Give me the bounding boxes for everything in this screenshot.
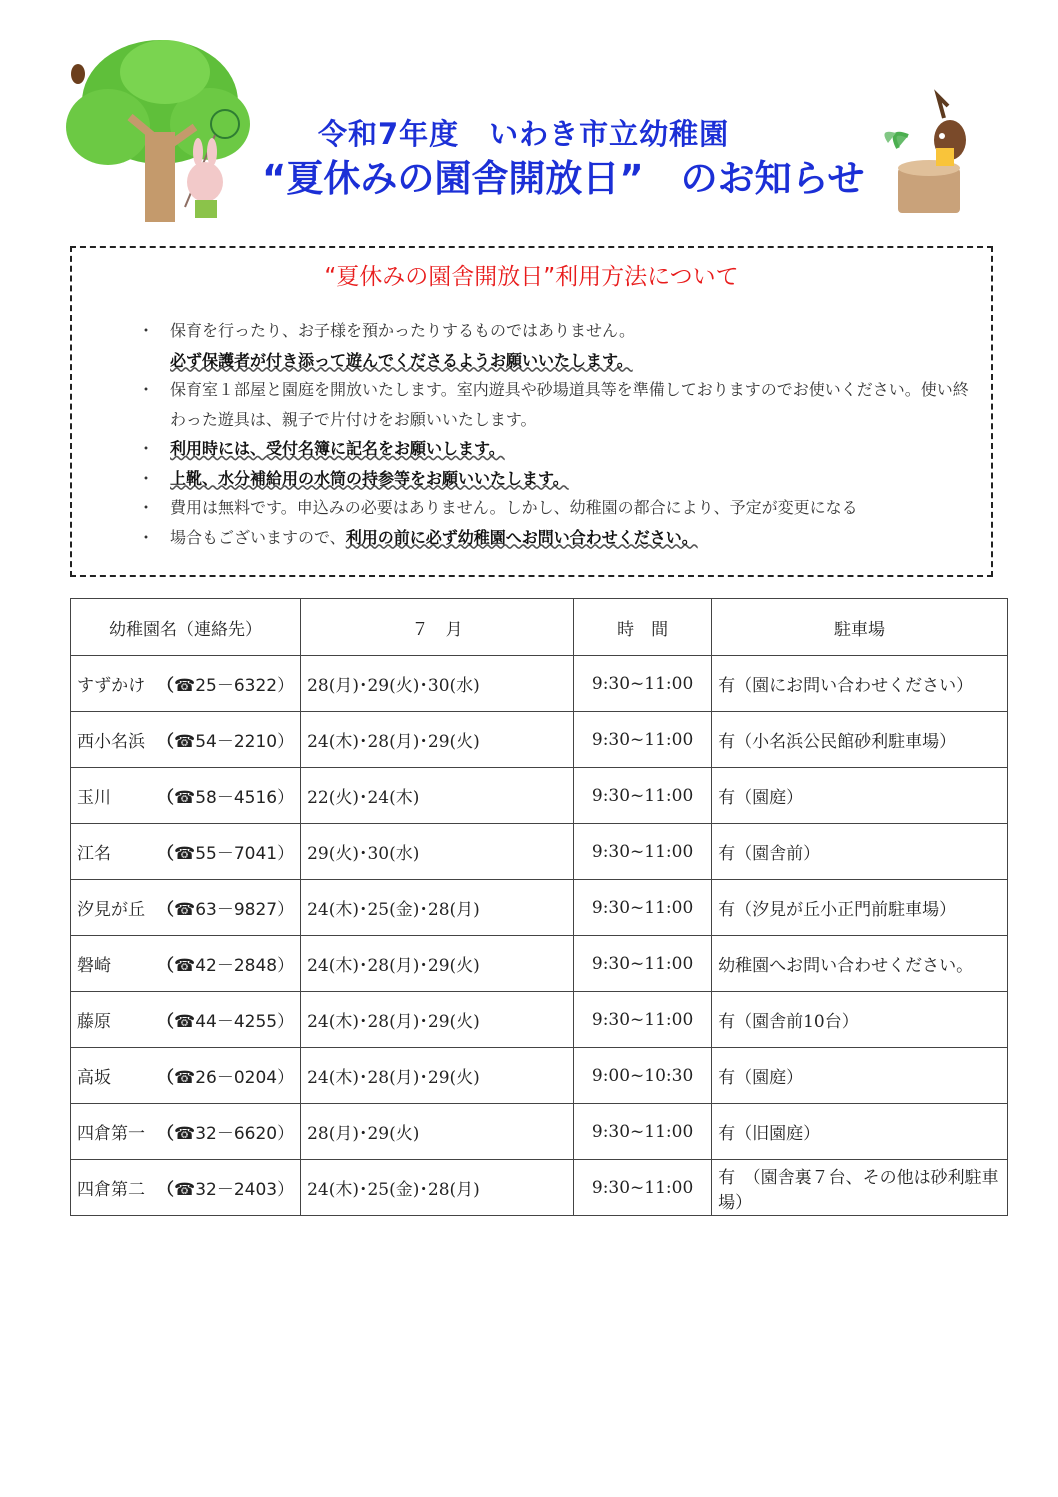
header-month: ７ 月 — [301, 599, 574, 656]
title-line-1: 令和7年度 いわき市立幼稚園 — [318, 117, 730, 151]
time-cell: 9:30~11:00 — [574, 768, 712, 824]
kindergarten-name: 西小名浜 — [77, 732, 145, 752]
notice-item — [138, 375, 978, 434]
phone-number: 42－2848） — [195, 956, 295, 976]
kindergarten-cell — [71, 936, 301, 992]
kindergarten-name: 磐崎 — [77, 956, 111, 976]
parking-cell: 有（園舎前10台） — [712, 992, 1008, 1048]
kindergarten-cell — [71, 824, 301, 880]
time-cell: 9:30~11:00 — [574, 656, 712, 712]
kindergarten-name: 四倉第二 — [77, 1180, 145, 1200]
dates-cell: 24(木)･25(金)･28(月) — [301, 1160, 574, 1216]
kindergarten-name: 藤原 — [77, 1012, 111, 1032]
parking-cell: 有（園庭） — [712, 768, 1008, 824]
phone-number: 26－0204） — [195, 1068, 295, 1088]
bullet: ・ — [138, 439, 155, 458]
usage-notice-box — [70, 246, 993, 577]
kindergarten-name: 四倉第一 — [77, 1124, 145, 1144]
dates-cell: 28(月)･29(火)･30(水) — [301, 656, 574, 712]
dates-cell: 22(火)･24(木) — [301, 768, 574, 824]
parking-cell: 有（園にお問い合わせください） — [712, 656, 1008, 712]
time-cell: 9:30~11:00 — [574, 936, 712, 992]
phone-icon: （☎ — [157, 844, 196, 864]
kindergarten-cell — [71, 1160, 301, 1216]
table-row — [71, 824, 1008, 880]
kindergarten-cell — [71, 1048, 301, 1104]
table-row — [71, 1160, 1008, 1216]
notice-item — [138, 523, 978, 553]
notice-emphasis: 上靴、水分補給用の水筒の持参等をお願いいたします。 — [170, 468, 569, 488]
phone-icon: （☎ — [157, 956, 196, 976]
table-row — [71, 768, 1008, 824]
page-header — [0, 0, 1058, 235]
kindergarten-cell — [71, 712, 301, 768]
table-row — [71, 1104, 1008, 1160]
phone-icon: （☎ — [157, 1068, 196, 1088]
kindergarten-cell — [71, 768, 301, 824]
table-row — [71, 656, 1008, 712]
kindergarten-cell — [71, 656, 301, 712]
table-row — [71, 936, 1008, 992]
kindergarten-name: 玉川 — [77, 788, 111, 808]
notice-text: 保育を行ったり、お子様を預かったりするものではありません。 — [170, 321, 635, 340]
table-row — [71, 880, 1008, 936]
phone-number: 58－4516） — [195, 788, 295, 808]
header-time: 時 間 — [574, 599, 712, 656]
table-header-row — [71, 599, 1008, 656]
dates-cell: 24(木)･28(月)･29(火) — [301, 712, 574, 768]
phone-icon: （☎ — [157, 1180, 196, 1200]
bullet: ・ — [138, 380, 155, 399]
beetle-stump-illustration — [868, 88, 978, 218]
notice-emphasis: 利用時には、受付名簿に記名をお願いします。 — [170, 439, 505, 458]
notice-list — [138, 316, 978, 552]
kindergarten-name: すずかけ — [77, 676, 146, 696]
notice-emphasis: 必ず保護者が付き添って遊んでくださるようお願いいたします。 — [170, 350, 633, 370]
dates-cell: 24(木)･25(金)･28(月) — [301, 880, 574, 936]
phone-icon: （☎ — [157, 1012, 196, 1032]
bullet: ・ — [138, 321, 155, 340]
phone-icon: （☎ — [157, 900, 196, 920]
kindergarten-cell — [71, 1104, 301, 1160]
parking-cell: 有 （園舎裏７台、その他は砂利駐車場） — [712, 1160, 1008, 1216]
bullet: ・ — [138, 498, 155, 517]
title-line-2: “夏休みの園舎開放日” のお知らせ — [262, 157, 865, 200]
phone-number: 54－2210） — [195, 732, 295, 752]
time-cell: 9:30~11:00 — [574, 992, 712, 1048]
kindergarten-name: 汐見が丘 — [77, 900, 145, 920]
dates-cell: 28(月)･29(火) — [301, 1104, 574, 1160]
notice-text: 費用は無料です。申込みの必要はありません。しかし、幼稚園の都合により、予定が変更になる — [170, 498, 858, 517]
phone-icon: （☎ — [157, 788, 196, 808]
kindergarten-cell — [71, 992, 301, 1048]
phone-icon: （☎ — [157, 1124, 196, 1144]
parking-cell: 幼稚園へお問い合わせください。 — [712, 936, 1008, 992]
header-name: 幼稚園名（連絡先） — [71, 599, 301, 656]
header-parking: 駐車場 — [712, 599, 1008, 656]
phone-number: 32－6620） — [195, 1124, 295, 1144]
dates-cell: 24(木)･28(月)･29(火) — [301, 936, 574, 992]
notice-title: “夏休みの園舎開放日”利用方法について — [324, 264, 739, 290]
parking-cell: 有（小名浜公民館砂利駐車場） — [712, 712, 1008, 768]
parking-cell: 有（旧園庭） — [712, 1104, 1008, 1160]
phone-number: 32－2403） — [195, 1180, 295, 1200]
notice-item — [138, 493, 978, 523]
parking-cell: 有（園庭） — [712, 1048, 1008, 1104]
table-row — [71, 1048, 1008, 1104]
phone-icon: （☎ — [157, 732, 196, 752]
schedule-table — [70, 598, 1008, 1216]
tree-rabbit-illustration — [60, 32, 260, 227]
time-cell: 9:30~11:00 — [574, 824, 712, 880]
time-cell: 9:00~10:30 — [574, 1048, 712, 1104]
kindergarten-name: 高坂 — [77, 1068, 111, 1088]
time-cell: 9:30~11:00 — [574, 1104, 712, 1160]
phone-number: 25－6322） — [195, 676, 295, 696]
dates-cell: 24(木)･28(月)･29(火) — [301, 992, 574, 1048]
notice-text: 保育室１部屋と園庭を開放いたします。室内遊具や砂場道具等を準備しておりますのでお使いください。使い終わった遊具は、親子で片付けをお願いいたします。 — [170, 380, 969, 429]
notice-item — [138, 434, 978, 464]
bullet: ・ — [138, 527, 155, 547]
table-row — [71, 992, 1008, 1048]
time-cell: 9:30~11:00 — [574, 880, 712, 936]
dates-cell: 24(木)･28(月)･29(火) — [301, 1048, 574, 1104]
parking-cell: 有（園舎前） — [712, 824, 1008, 880]
notice-emphasis: 利用の前に必ず幼稚園へお問い合わせください。 — [345, 527, 698, 547]
table-body — [71, 656, 1008, 1216]
phone-number: 63－9827） — [195, 900, 295, 920]
table-row — [71, 712, 1008, 768]
time-cell: 9:30~11:00 — [574, 1160, 712, 1216]
bullet: ・ — [138, 468, 155, 488]
notice-text: 場合もございますので、 — [170, 527, 346, 547]
time-cell: 9:30~11:00 — [574, 712, 712, 768]
kindergarten-cell — [71, 880, 301, 936]
dates-cell: 29(火)･30(水) — [301, 824, 574, 880]
phone-number: 44－4255） — [195, 1012, 295, 1032]
phone-icon: （☎ — [157, 676, 196, 696]
parking-cell: 有（汐見が丘小正門前駐車場） — [712, 880, 1008, 936]
kindergarten-name: 江名 — [77, 844, 111, 864]
notice-item — [138, 316, 978, 375]
notice-item — [138, 464, 978, 494]
phone-number: 55－7041） — [195, 844, 295, 864]
